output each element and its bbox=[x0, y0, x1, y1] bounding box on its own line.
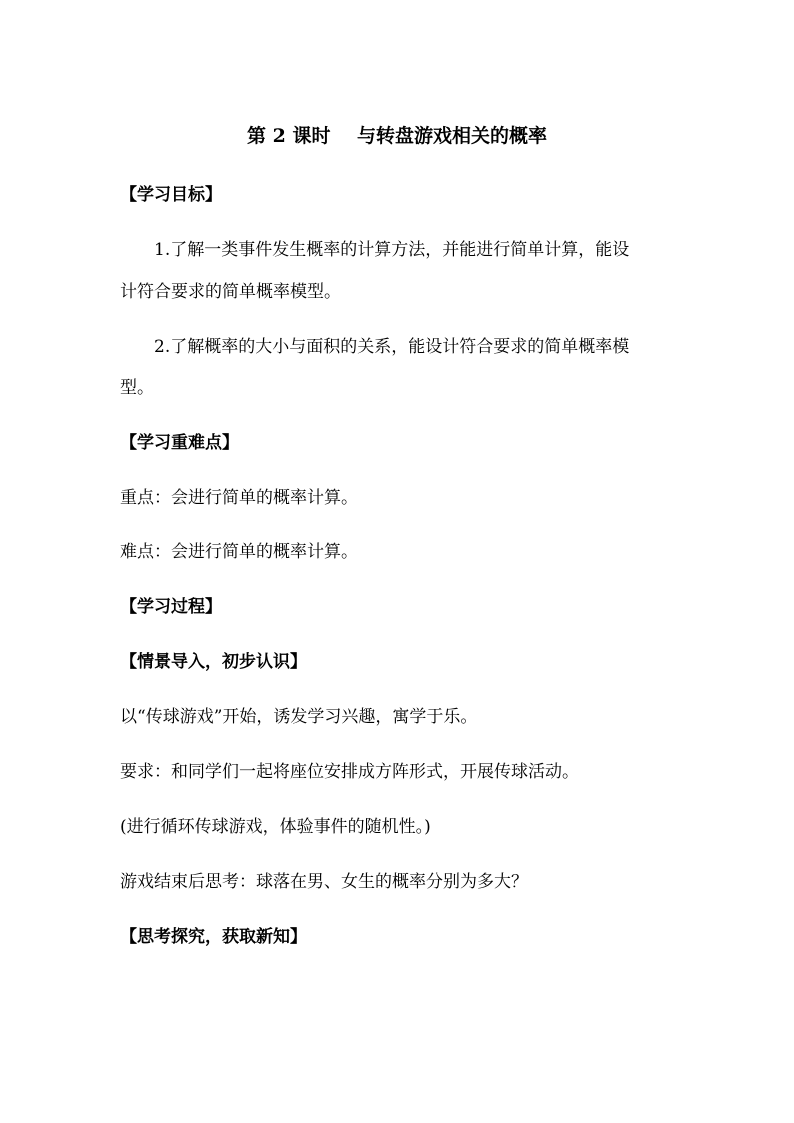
explore-heading: 【思考探究，获取新知】 bbox=[120, 927, 307, 947]
intro-text-1: 以“传球游戏”开始，诱发学习兴趣，寓学于乐。 bbox=[120, 707, 478, 727]
page-title: 第 2 课时 与转盘游戏相关的概率 bbox=[247, 125, 547, 147]
objective-2-line-2: 型。 bbox=[120, 378, 154, 398]
key-point-text: 重点：会进行简单的概率计算。 bbox=[120, 488, 358, 508]
objectives-heading: 【学习目标】 bbox=[120, 185, 222, 205]
intro-heading: 【情景导入，初步认识】 bbox=[120, 652, 307, 672]
difficulty-text: 难点：会进行简单的概率计算。 bbox=[120, 542, 358, 562]
objective-2-line-1: 2.了解概率的大小与面积的关系，能设计符合要求的简单概率模 bbox=[154, 337, 630, 357]
key-points-heading: 【学习重难点】 bbox=[120, 433, 239, 453]
intro-text-2: 要求：和同学们一起将座位安排成方阵形式，开展传球活动。 bbox=[120, 762, 579, 782]
objective-1-line-2: 计符合要求的简单概率模型。 bbox=[120, 282, 341, 302]
process-heading: 【学习过程】 bbox=[120, 597, 222, 617]
objective-1-line-1: 1.了解一类事件发生概率的计算方法，并能进行简单计算，能设 bbox=[154, 240, 630, 260]
intro-text-3: (进行循环传球游戏，体验事件的随机性。) bbox=[120, 817, 431, 837]
intro-text-4: 游戏结束后思考：球落在男、女生的概率分别为多大？ bbox=[120, 872, 528, 892]
